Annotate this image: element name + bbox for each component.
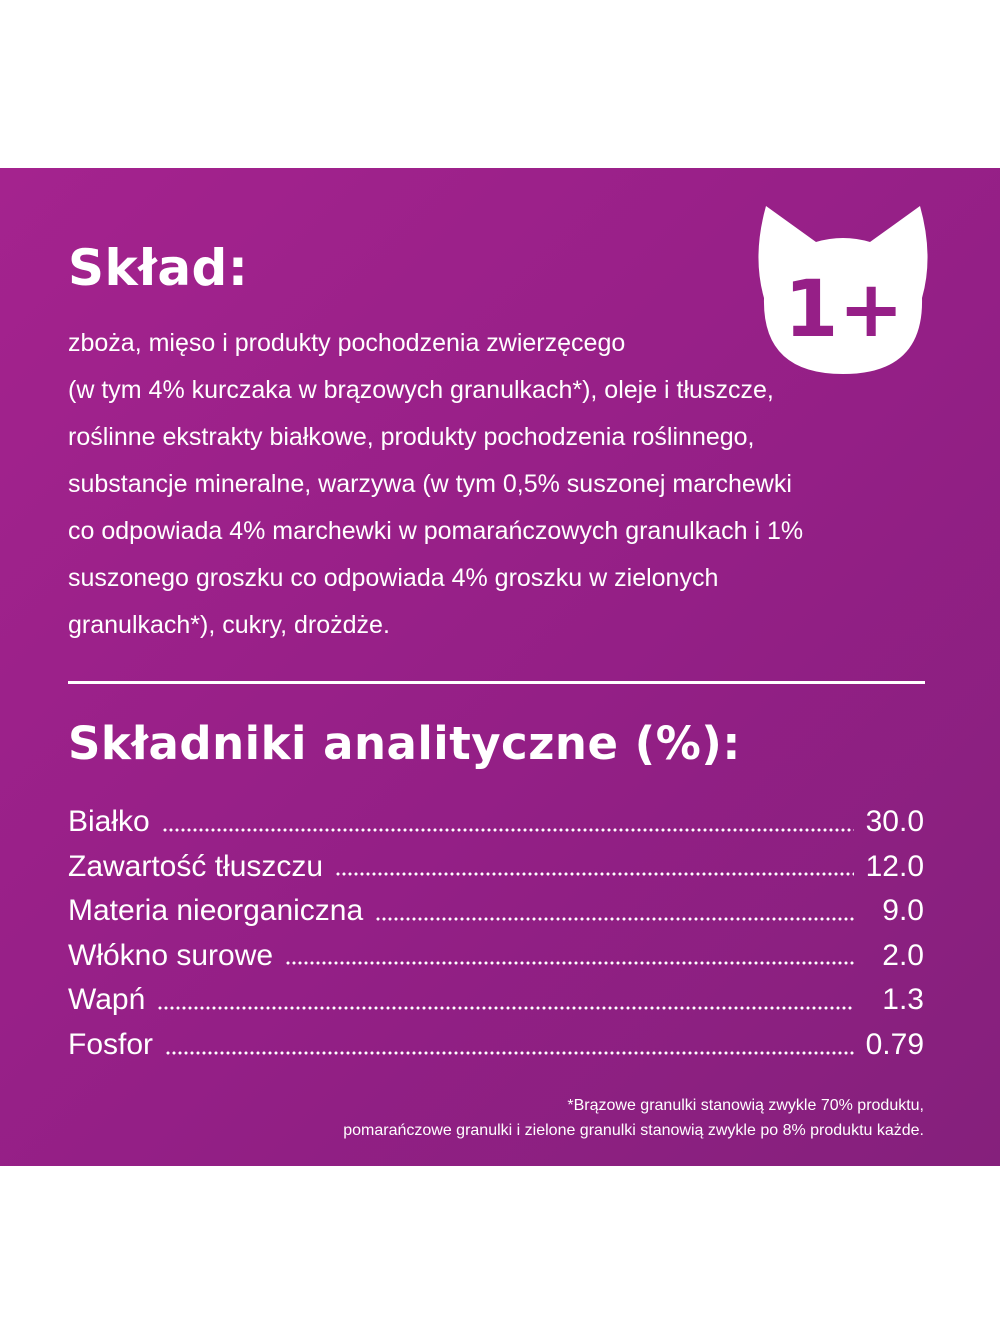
ingredients-line: co odpowiada 4% marchewki w pomarańczowych granulkach i 1%: [68, 517, 804, 545]
age-badge-label: 1+: [784, 265, 904, 355]
analytic-row-protein: [68, 800, 924, 845]
section-divider: [68, 681, 925, 684]
analytic-list: [68, 800, 924, 1068]
ingredients-line: roślinne ekstrakty białkowe, produkty pochodzenia roślinnego,: [68, 423, 755, 451]
analytic-value: 30.0: [865, 805, 924, 838]
analytic-name: Zawartość tłuszczu: [68, 849, 324, 883]
footnote: [343, 1093, 924, 1143]
dot-leader: [285, 960, 854, 966]
composition-title: Skład:: [68, 239, 249, 297]
dot-leader: [335, 871, 854, 877]
analytic-value: 1.3: [882, 983, 924, 1017]
dot-leader: [165, 1050, 854, 1056]
ingredients-line: suszonego groszku co odpowiada 4% groszku w zielonych: [68, 564, 719, 592]
ingredients-line: zboża, mięso i produkty pochodzenia zwierzęcego: [68, 329, 626, 357]
ingredients-text: [68, 320, 928, 649]
dot-leader: [162, 827, 854, 833]
analytic-row-phosphorus: [68, 1023, 924, 1068]
analytic-title: Składniki analityczne (%):: [68, 717, 741, 770]
analytic-name: Materia nieorganiczna: [68, 894, 364, 928]
footnote-line: pomarańczowe granulki i zielone granulki stanowią zwykle po 8% produktu każde.: [343, 1122, 924, 1139]
footnote-line: *Brązowe granulki stanowią zwykle 70% produktu,: [567, 1097, 924, 1114]
analytic-row-fat: [68, 845, 924, 890]
dot-leader: [157, 1005, 854, 1011]
analytic-name: Wapń: [68, 983, 146, 1017]
analytic-name: Fosfor: [68, 1027, 154, 1061]
ingredients-line: granulkach*), cukry, drożdże.: [68, 611, 390, 639]
analytic-name: Białko: [68, 805, 150, 838]
analytic-value: 0.79: [865, 1027, 924, 1061]
ingredients-line: substancje mineralne, warzywa (w tym 0,5% suszonej marchewki: [68, 470, 792, 498]
analytic-name: Włókno surowe: [68, 938, 274, 972]
dot-leader: [375, 916, 854, 922]
analytic-row-ash: [68, 889, 924, 934]
ingredients-line: (w tym 4% kurczaka w brązowych granulkach*), oleje i tłuszcze,: [68, 376, 774, 404]
composition-panel: [0, 168, 1000, 1166]
analytic-value: 12.0: [865, 849, 924, 883]
analytic-value: 9.0: [882, 894, 924, 928]
analytic-row-fibre: [68, 934, 924, 979]
analytic-value: 2.0: [882, 938, 924, 972]
analytic-row-calcium: [68, 978, 924, 1023]
